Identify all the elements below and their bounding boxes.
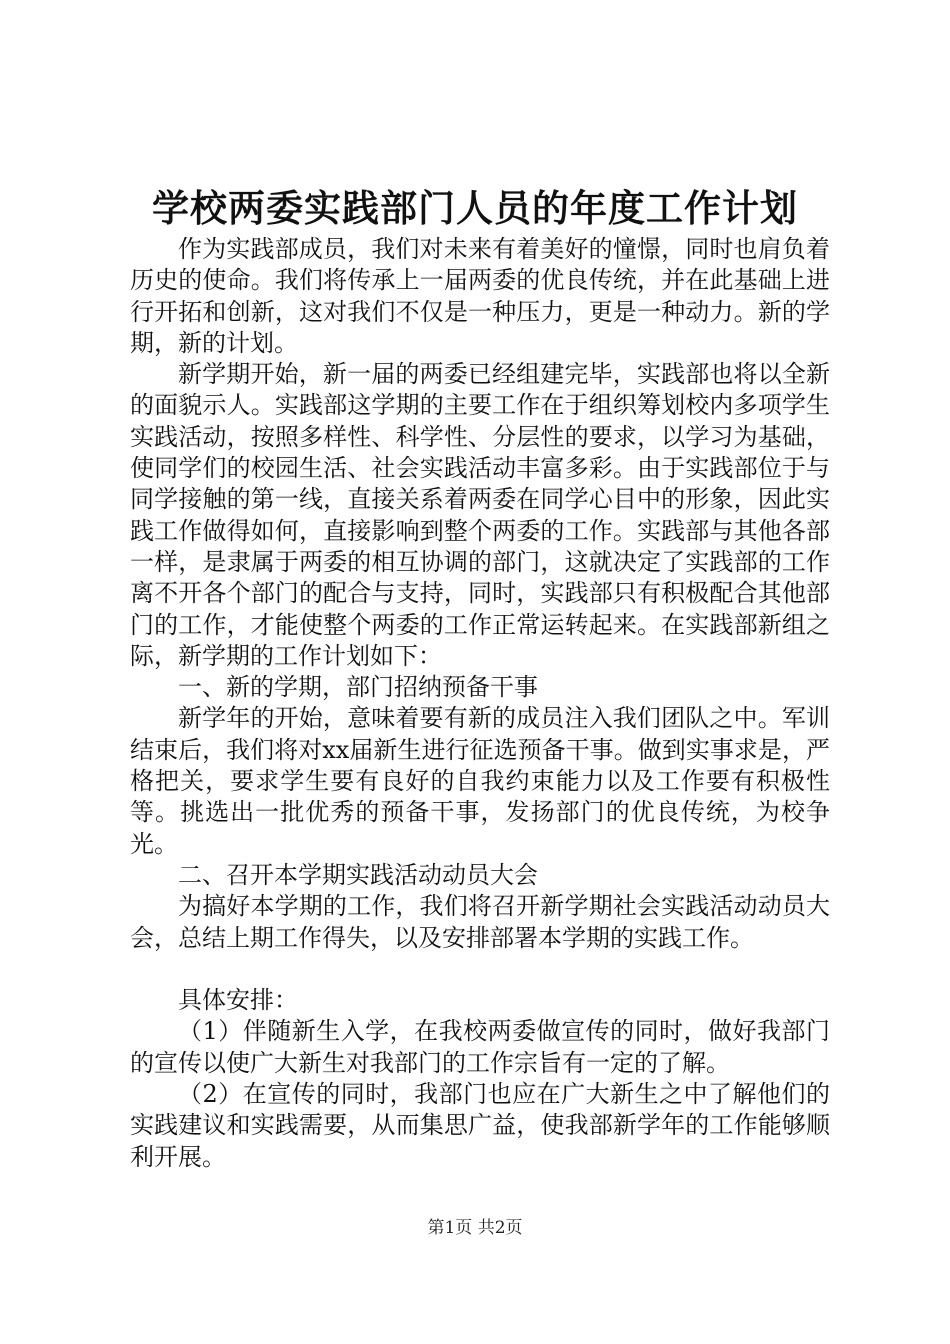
section-heading-2: 二、召开本学期实践活动动员大会 (178, 860, 538, 889)
paragraph-arrangement-label: 具体安排： (178, 986, 298, 1015)
paragraph-mobilization: 为搞好本学期的工作，我们将召开新学期社会实践活动动员大会，总结上期工作得失，以及安排部署本学期的实践工作。 (130, 892, 830, 952)
paragraph-arrangement-item-1: （1）伴随新生入学，在我校两委做宣传的同时，做好我部门的宣传以使广大新生对我部门的工作宗旨有一定的了解。 (130, 1017, 830, 1077)
paragraph-recruitment: 新学年的开始，意味着要有新的成员注入我们团队之中。军训结束后，我们将对xx届新生进行征选预备干事。做到实事求是，严格把关，要求学生要有良好的自我约束能力以及工作要有积极性等。挑选出一批优秀的预备干事，发扬部门的优良传统，为校争光。 (130, 704, 830, 858)
document-body (130, 234, 830, 1173)
paragraph-overview: 新学期开始，新一届的两委已经组建完毕，实践部也将以全新的面貌示人。实践部这学期的主要工作在于组织筹划校内多项学生实践活动，按照多样性、科学性、分层性的要求，以学习为基础，使同学们的校园生活、社会实践活动丰富多彩。由于实践部位于与同学接触的第一线，直接关系着两委在同学心目中的形象，因此实践工作做得如何，直接影响到整个两委的工作。实践部与其他各部一样，是隶属于两委的相互协调的部门，这就决定了实践部的工作离不开各个部门的配合与支持，同时，实践部只有积极配合其他部门的工作，才能使整个两委的工作正常运转起来。在实践部新组之际，新学期的工作计划如下： (130, 360, 830, 670)
paragraph-intro: 作为实践部成员，我们对未来有着美好的憧憬，同时也肩负着历史的使命。我们将传承上一届两委的优良传统，并在此基础上进行开拓和创新，这对我们不仅是一种压力，更是一种动力。新的学期，新的计划。 (130, 235, 830, 357)
page-number-footer: 第1页 共2页 (427, 1218, 523, 1238)
paragraph-arrangement-item-2: （2）在宣传的同时，我部门也应在广大新生之中了解他们的实践建议和实践需要，从而集思广益，使我部新学年的工作能够顺利开展。 (130, 1080, 830, 1171)
document-title: 学校两委实践部门人员的年度工作计划 (152, 186, 798, 230)
section-heading-1: 一、新的学期，部门招纳预备干事 (178, 673, 538, 702)
